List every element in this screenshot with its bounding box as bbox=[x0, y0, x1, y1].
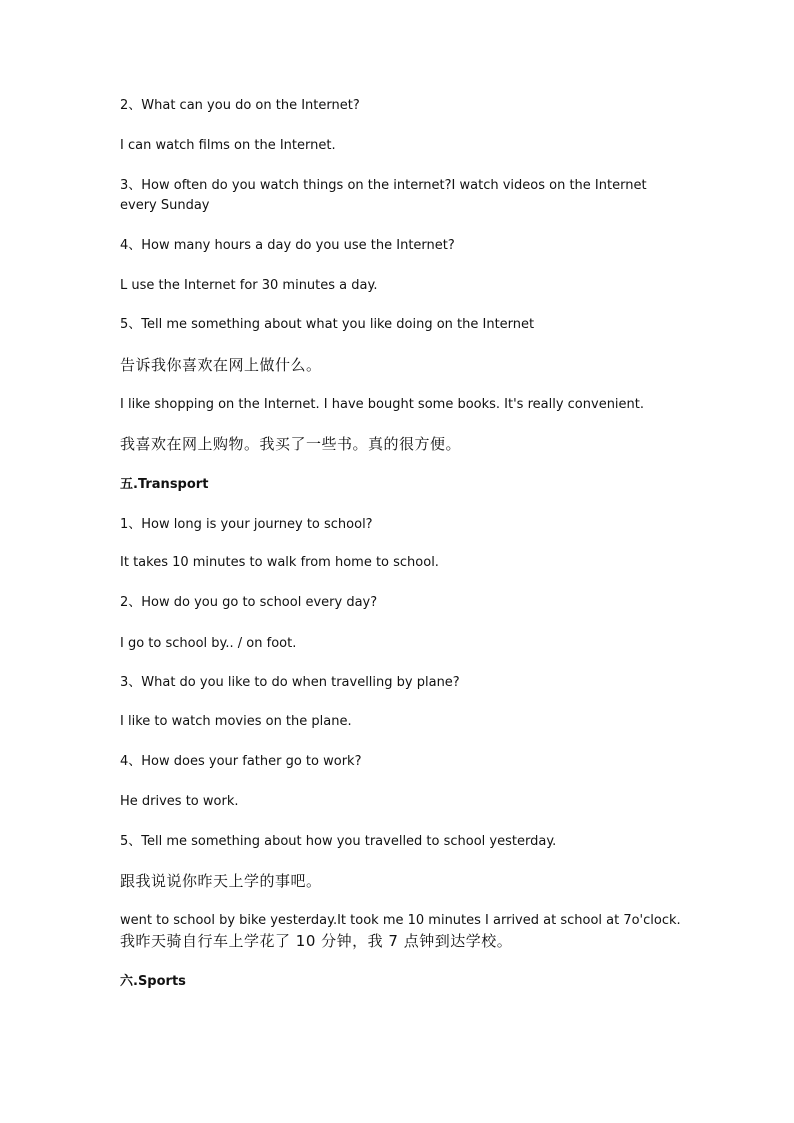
question-answer-internet-3: 3、How often do you watch things on the internet?I watch videos on the Internet every Sunday bbox=[120, 178, 647, 213]
answer-internet-5: I like shopping on the Internet. I have bought some books. It's really convenient. bbox=[120, 397, 645, 412]
question-transport-1: 1、How long is your journey to school? bbox=[120, 517, 373, 532]
answer-transport-5: went to school by bike yesterday.It took me 10 minutes I arrived at school at 7o'clock. bbox=[120, 913, 681, 928]
question-transport-5: 5、Tell me something about how you travelled to school yesterday. bbox=[120, 834, 557, 849]
question-internet-4: 4、How many hours a day do you use the Internet? bbox=[120, 238, 455, 253]
chinese-translation-transport-5: 跟我说说你昨天上学的事吧。 bbox=[120, 872, 322, 890]
answer-transport-4: He drives to work. bbox=[120, 794, 239, 809]
question-internet-5: 5、Tell me something about what you like doing on the Internet bbox=[120, 317, 535, 332]
question-transport-2: 2、How do you go to school every day? bbox=[120, 595, 378, 610]
question-transport-4: 4、How does your father go to work? bbox=[120, 754, 362, 769]
chinese-answer-transport-5: 我昨天骑自行车上学花了 10 分钟，我 7 点钟到达学校。 bbox=[120, 932, 513, 950]
chinese-answer-internet-5: 我喜欢在网上购物。我买了一些书。真的很方便。 bbox=[120, 435, 462, 453]
section-heading-transport: 五.Transport bbox=[120, 477, 209, 492]
section-heading-sports: 六.Sports bbox=[120, 974, 186, 989]
answer-internet-4: L use the Internet for 30 minutes a day. bbox=[120, 278, 378, 293]
answer-internet-2: I can watch films on the Internet. bbox=[120, 138, 336, 153]
answer-transport-3: I like to watch movies on the plane. bbox=[120, 714, 352, 729]
question-transport-3: 3、What do you like to do when travelling by plane? bbox=[120, 675, 460, 690]
chinese-translation-internet-5: 告诉我你喜欢在网上做什么。 bbox=[120, 356, 322, 374]
answer-transport-1: It takes 10 minutes to walk from home to school. bbox=[120, 555, 439, 570]
answer-transport-2: I go to school by.. / on foot. bbox=[120, 636, 297, 651]
question-internet-2: 2、What can you do on the Internet? bbox=[120, 98, 360, 113]
